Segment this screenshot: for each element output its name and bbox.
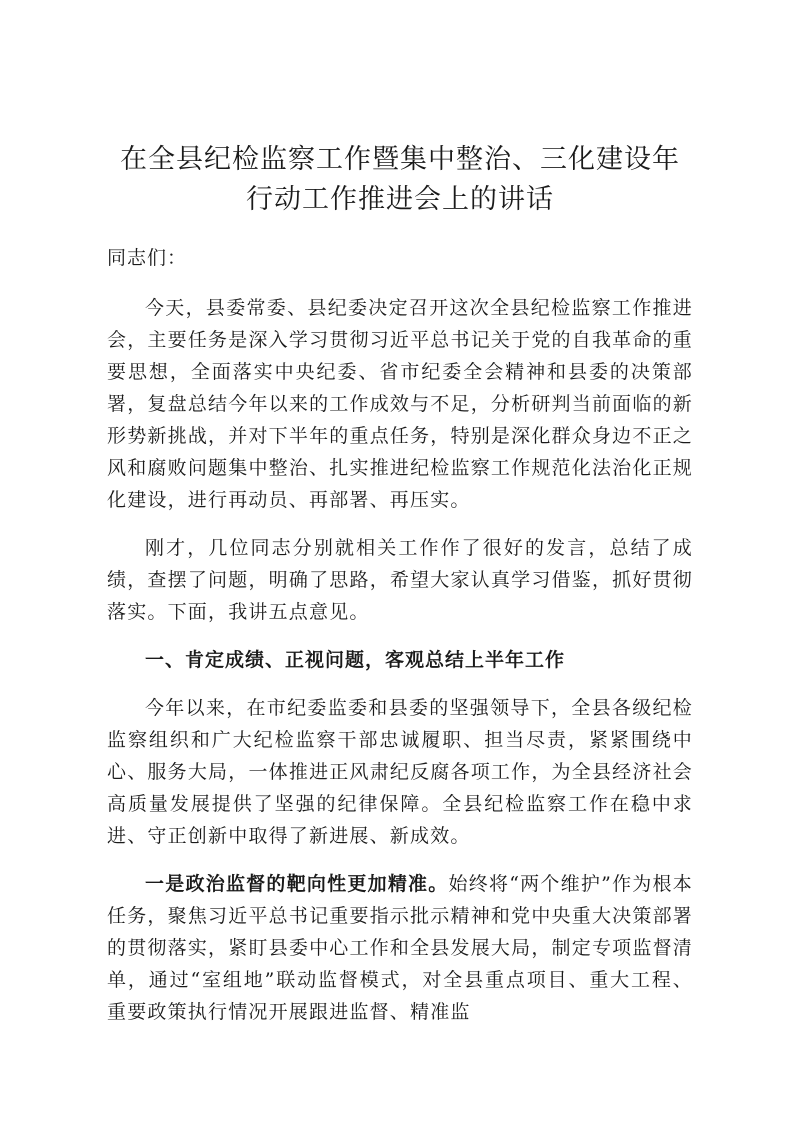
salutation: 同志们： xyxy=(107,247,188,269)
document-title xyxy=(107,140,693,220)
title-line-2: 行动工作推进会上的讲话 xyxy=(246,184,554,215)
title-line-1: 在全县纪检监察工作暨集中整治、三化建设年 xyxy=(120,144,680,175)
paragraph-transition: 刚才，几位同志分别就相关工作作了很好的发言，总结了成绩，查摆了问题，明确了思路，希望大家认真学习借鉴，抓好贯彻落实。下面，我讲五点意见。 xyxy=(107,537,693,623)
paragraph-lead-text: 一是政治监督的靶向性更加精准。 xyxy=(145,873,449,895)
paragraph-summary: 今年以来，在市纪委监委和县委的坚强领导下，全县各级纪检监察组织和广大纪检监察干部忠诚履职、担当尽责，紧紧围绕中心、服务大局，一体推进正风肃纪反腐各项工作，为全县经济社会高质量发展提供了坚强的纪律保障。全县纪检监察工作在稳中求进、守正创新中取得了新进展、新成效。 xyxy=(107,697,693,847)
section-heading-1: 一、肯定成绩、正视问题，客观总结上半年工作 xyxy=(145,649,566,671)
paragraph-body-text: 始终将“两个维护”作为根本任务，聚焦习近平总书记重要指示批示精神和党中央重大决策部署的贯彻落实，紧盯县委中心工作和全县发展大局，制定专项监督清单，通过“室组地”联动监督模式，对全县重点项目、重大工程、重要政策执行情况开展跟进监督、精准监 xyxy=(107,873,693,1023)
paragraph-political-supervision xyxy=(107,868,693,1028)
paragraph-opening: 今天，县委常委、县纪委决定召开这次全县纪检监察工作推进会，主要任务是深入学习贯彻习近平总书记关于党的自我革命的重要思想，全面落实中央纪委、省市纪委全会精神和县委的决策部署，复盘总结今年以来的工作成效与不足，分析研判当前面临的新形势新挑战，并对下半年的重点任务，特别是深化群众身边不正之风和腐败问题集中整治、扎实推进纪检监察工作规范化法治化正规化建设，进行再动员、再部署、再压实。 xyxy=(107,297,693,511)
